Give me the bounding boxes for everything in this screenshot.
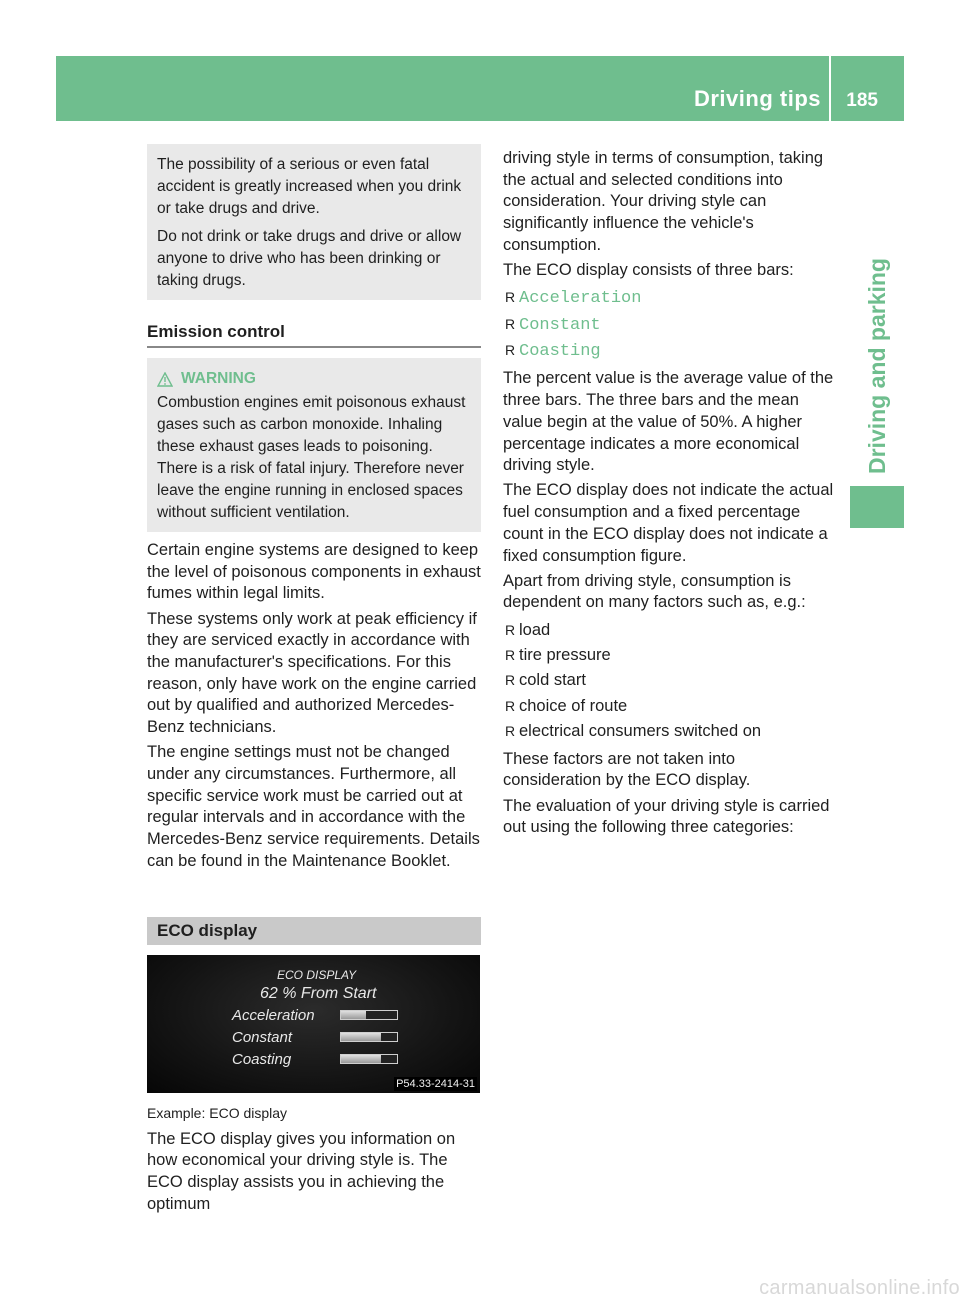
page-header xyxy=(56,56,904,121)
left-column xyxy=(147,144,481,1215)
eco-row-constant: Constant xyxy=(232,1028,293,1046)
list-item: R load xyxy=(503,618,835,643)
emission-body xyxy=(147,540,481,873)
list-item: R tire pressure xyxy=(503,643,835,668)
factors-list xyxy=(503,618,835,745)
emission-warning-box xyxy=(147,358,481,532)
eco-bar-fill xyxy=(341,1055,381,1063)
warning-heading xyxy=(157,368,471,390)
eco-bar-constant xyxy=(340,1032,398,1042)
eco-bar-coasting xyxy=(340,1054,398,1064)
warning-text: Combustion engines emit poisonous exhaust gases such as carbon monoxide. Inhaling these exhaust gases leads to poisoning. There is a risk of fatal injury. Therefore never leave the engine running in enclosed spaces without sufficient ventilation. xyxy=(157,394,466,521)
figure-caption: Example: ECO display xyxy=(147,1104,288,1121)
eco-row-acceleration: Acceleration xyxy=(232,1006,315,1024)
bar-name: Constant xyxy=(519,315,601,335)
header-title: Driving tips xyxy=(693,86,821,111)
eco-bar-fill xyxy=(341,1011,366,1019)
body-paragraph: The percent value is the average value of the three bars. The three bars and the mean value begin at the value of 50%. A higher percentage indicates a more economical driving style. xyxy=(503,369,834,475)
eco-display-image xyxy=(147,955,480,1093)
list-item xyxy=(503,312,835,338)
eco-row-coasting: Coasting xyxy=(232,1050,292,1068)
bar-name: Coasting xyxy=(519,342,601,362)
eco-bar-acceleration xyxy=(340,1010,398,1020)
list-item xyxy=(503,338,835,364)
footer-watermark: carmanualsonline.info xyxy=(759,1277,960,1299)
eco-bars-list xyxy=(503,285,835,364)
section-title-eco-display: ECO display xyxy=(147,917,481,945)
greybox-paragraph: The possibility of a serious or even fatal accident is greatly increased when you drink or take drugs and drive. xyxy=(157,156,462,217)
list-item xyxy=(503,285,835,311)
alcohol-warning-box xyxy=(147,144,481,300)
body-paragraph: Apart from driving style, consumption is dependent on many factors such as, e.g.: xyxy=(503,571,806,612)
side-tab-marker xyxy=(850,486,904,528)
header-divider xyxy=(829,56,831,121)
eco-screen-value: 62 % From Start xyxy=(260,984,377,1002)
right-column xyxy=(503,148,835,843)
list-item: R choice of route xyxy=(503,694,835,719)
body-paragraph: These systems only work at peak efficiency if they are serviced exactly in accordance with the manufacturer's specifications. For this reason, only have work on the engine carried out by qualified and authorized Mercedes-Benz technicians. xyxy=(147,609,477,737)
body-paragraph: The ECO display consists of three bars: xyxy=(503,261,794,280)
body-paragraph: The engine settings must not be changed under any circumstances. Furthermore, all specific service work must be carried out at regular intervals and in accordance with the Mercedes-Benz service requirements. Details can be found in the Maintenance Booklet. xyxy=(147,743,480,870)
bar-name: Acceleration xyxy=(519,289,642,309)
list-item: R cold start xyxy=(503,668,835,693)
eco-bar-fill xyxy=(341,1033,381,1041)
page-number: 185 xyxy=(846,90,878,111)
body-paragraph: The evaluation of your driving style is carried out using the following three categories: xyxy=(503,796,830,837)
body-paragraph: These factors are not taken into consideration by the ECO display. xyxy=(503,749,751,790)
image-reference: P54.33-2414-31 xyxy=(396,1077,475,1090)
list-item: R electrical consumers switched on xyxy=(503,719,835,744)
warning-label: WARNING xyxy=(181,370,256,387)
eco-intro: The ECO display gives you information on how economical your driving style is. The ECO display assists you in achieving the optimum xyxy=(147,1129,456,1213)
greybox-paragraph: Do not drink or take drugs and drive or allow anyone to drive who has been drinking or taking drugs. xyxy=(157,228,462,289)
section-title-emission: Emission control xyxy=(147,322,481,348)
body-paragraph: driving style in terms of consumption, taking the actual and selected conditions into consideration. Your driving style can significantly influence the vehicle's consumption. xyxy=(503,149,824,254)
body-paragraph: The ECO display does not indicate the actual fuel consumption and a fixed percentage count in the ECO display does not indicate a fixed consumption figure. xyxy=(503,481,834,565)
body-paragraph: Certain engine systems are designed to keep the level of poisonous components in exhaust fumes within legal limits. xyxy=(147,541,481,603)
side-tab-label: Driving and parking xyxy=(864,258,890,474)
warning-triangle-icon xyxy=(157,372,173,387)
eco-screen-label: ECO DISPLAY xyxy=(277,967,357,982)
